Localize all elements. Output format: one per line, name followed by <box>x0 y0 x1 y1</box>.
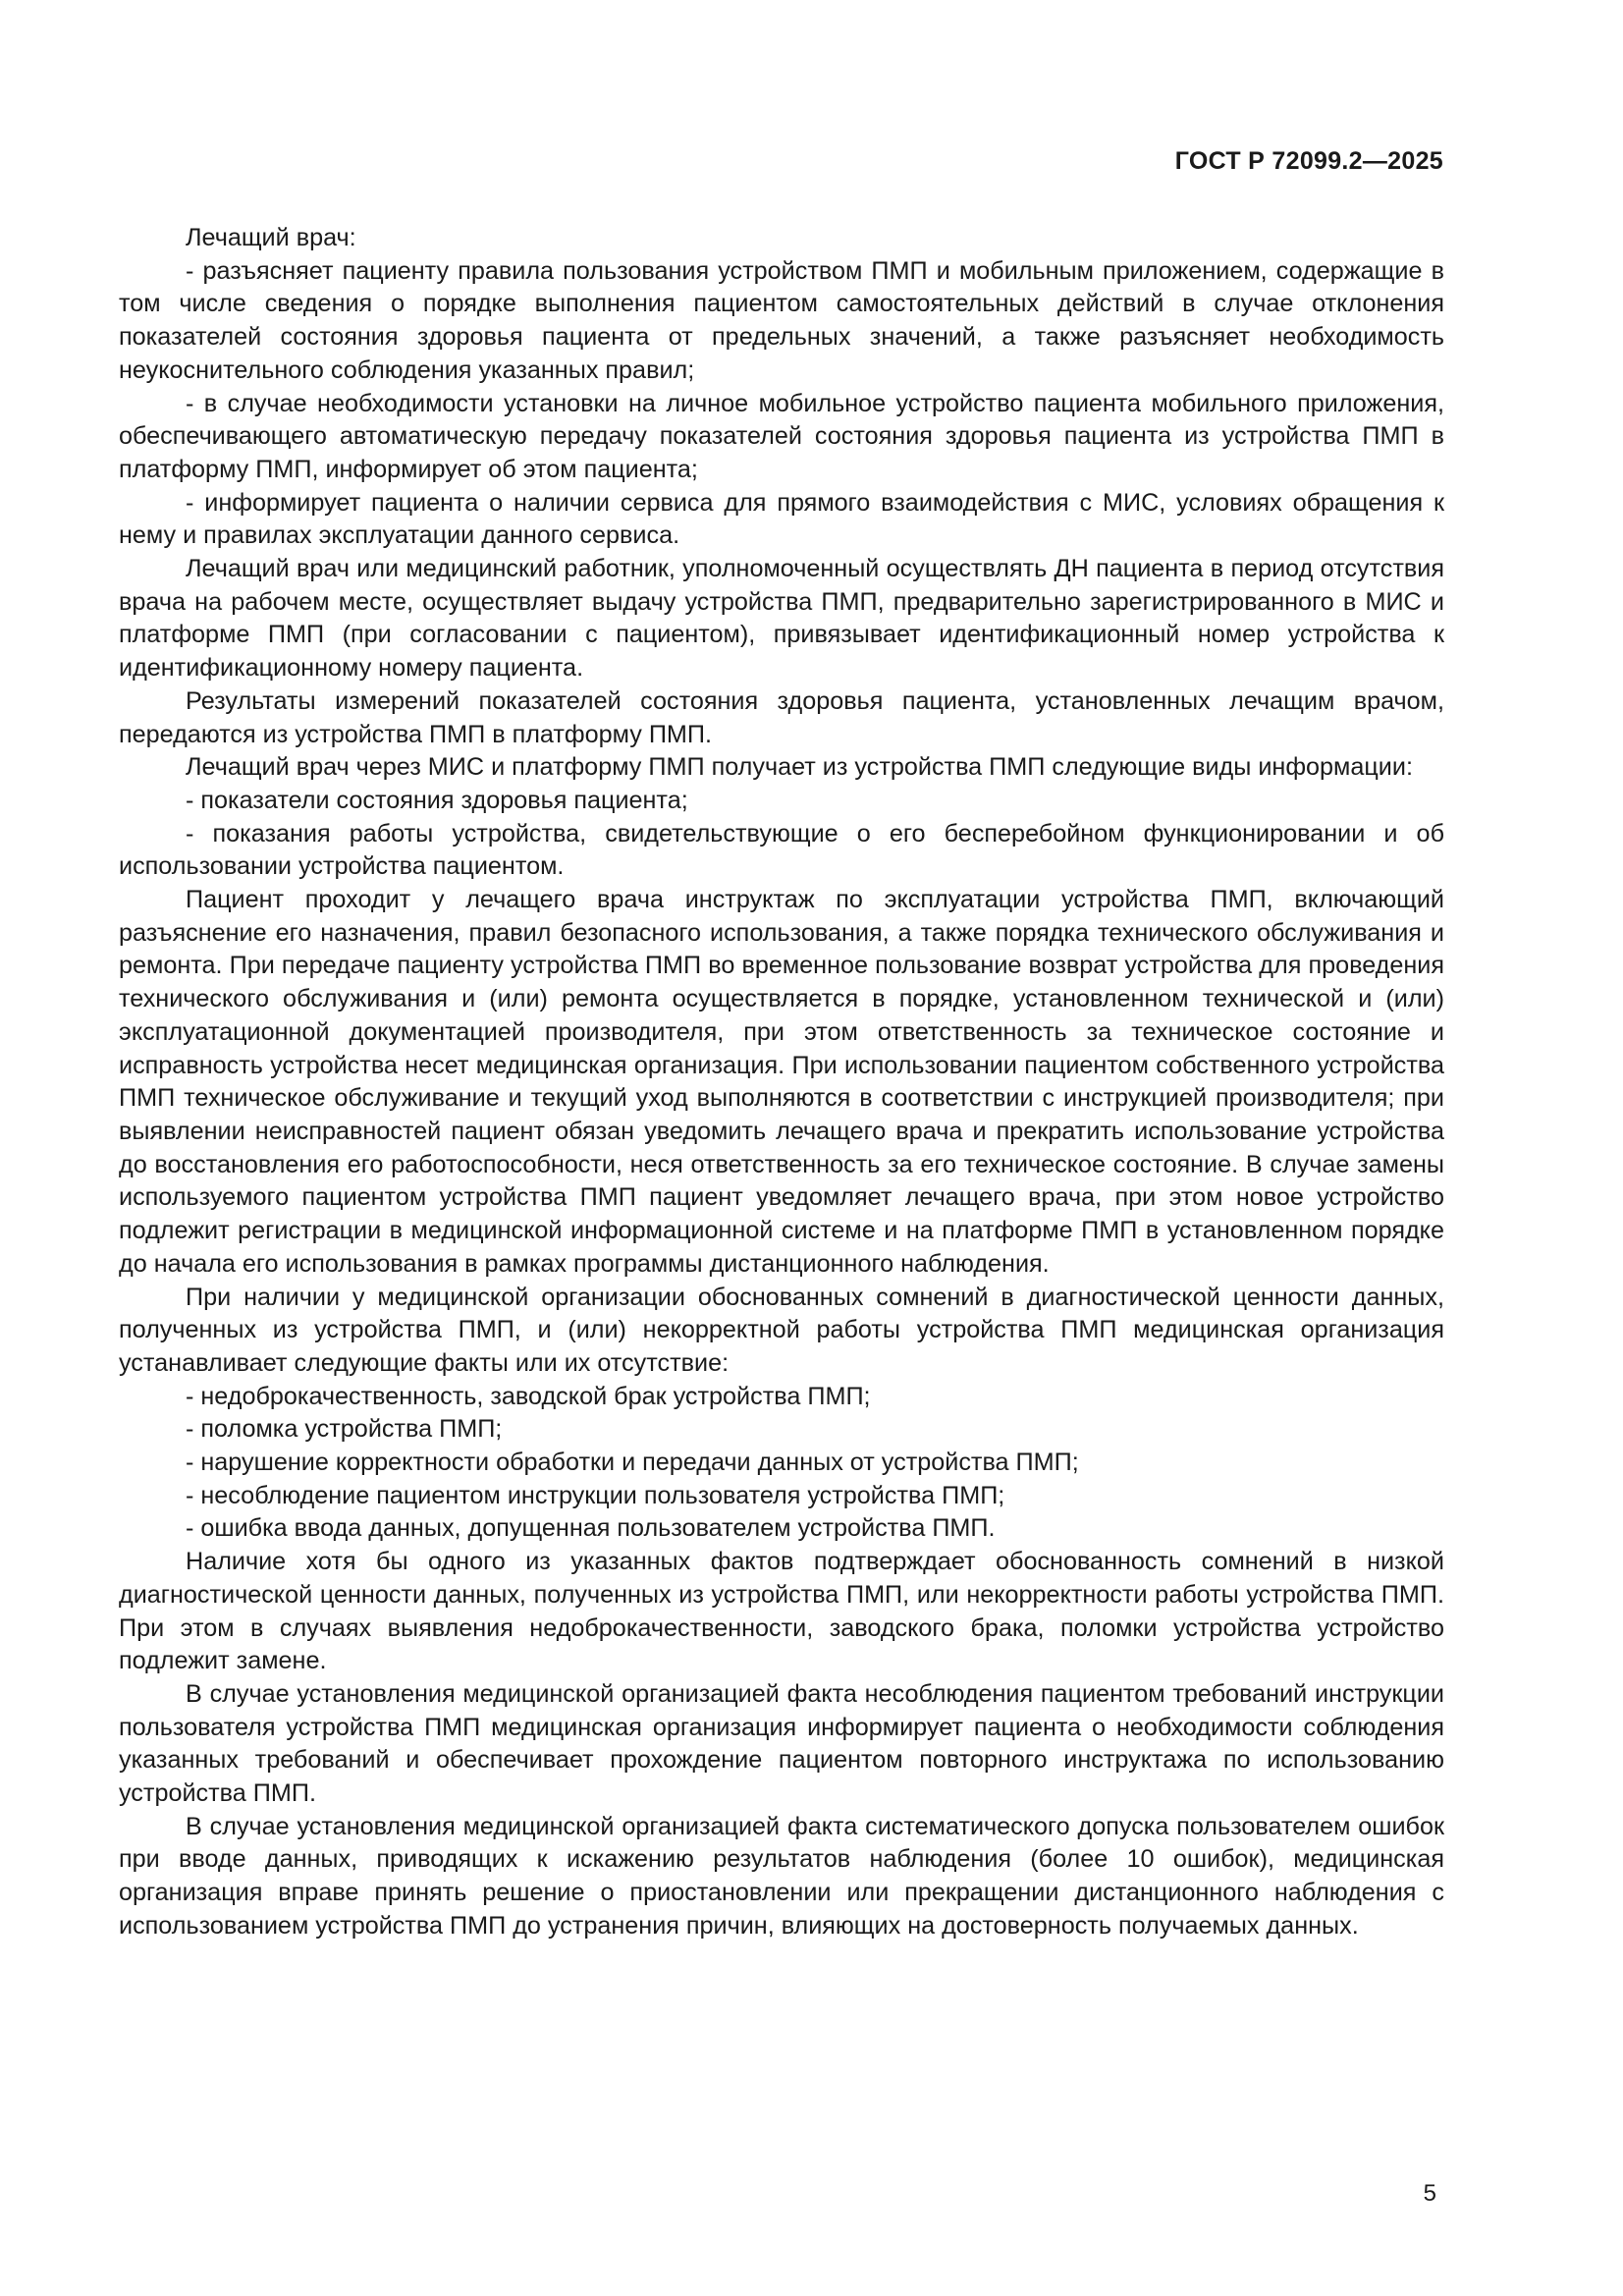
document-body <box>119 222 1444 1943</box>
document-header-id: ГОСТ Р 72099.2—2025 <box>1174 147 1443 175</box>
paragraph-device-issue: Лечащий врач или медицинский работник, уполномоченный осуществлять ДН пациента в период отсутствия врача на рабочем месте, осуществляет выдачу устройства ПМП, предварительно зарегистрированного в МИС и платформе ПМП (при согласовании с пациентом), привязывает идентификационный номер устройства к идентификационному номеру пациента. <box>119 555 1444 683</box>
paragraph-instruction: Пациент проходит у лечащего врача инструктаж по эксплуатации устройства ПМП, включающий разъяснение его назначения, правил безопасного использования, а также порядка технического обслуживания и ремонта. При передаче пациенту устройства ПМП во временное пользование возврат устройства для проведения технического обслуживания и (или) ремонта осуществляется в порядке, установленном технической и (или) эксплуатационной документацией производителя, при этом ответственность за техническое состояние и исправность устройства несет медицинская организация. При использовании пациентом собственного устройства ПМП техническое обслуживание и текущий уход выполняются в соответствии с инструкцией производителя; при выявлении неисправностей пациент обязан уведомить лечащего врача и прекратить использование устройства до восстановления его работоспособности, неся ответственность за его техническое состояние. В случае замены используемого пациентом устройства ПМП пациент уведомляет лечащего врача, при этом новое устройство подлежит регистрации в медицинской информационной системе и на платформе ПМП в установленном порядке до начала его использования в рамках программы дистанционного наблюдения. <box>119 886 1444 1278</box>
paragraph-doubts: При наличии у медицинской организации обоснованных сомнений в диагностической ценности данных, полученных из устройства ПМП, и (или) некорректной работы устройства ПМП медицинская организация устанавливает следующие факты или их отсутствие: <box>119 1283 1444 1377</box>
list-item-breakdown: - поломка устройства ПМП; <box>186 1415 503 1444</box>
list-item-health-indicators: - показатели состояния здоровья пациента; <box>186 786 688 814</box>
list-item-defect: - недоброкачественность, заводской брак устройства ПМП; <box>186 1382 871 1410</box>
list-item-data-processing: - нарушение корректности обработки и передачи данных от устройства ПМП; <box>186 1449 1079 1477</box>
page-number: 5 <box>1423 2180 1436 2207</box>
list-item-noncompliance: - несоблюдение пациентом инструкции пользователя устройства ПМП; <box>186 1481 1005 1509</box>
paragraph-suspension: В случае установления медицинской организацией факта систематического допуска пользователем ошибок при вводе данных, приводящих к искажению результатов наблюдения (более 10 ошибок), медицинская организация вправе принять решение о приостановлении или прекращении дистанционного наблюдения с использованием устройства ПМП до устранения причин, влияющих на достоверность получаемых данных. <box>119 1812 1444 1940</box>
list-item-explain-rules: - разъясняет пациенту правила пользования устройством ПМП и мобильным приложением, содержащие в том числе сведения о порядке выполнения пациентом самостоятельных действий в случае отклонения показателей состояния здоровья пациента от предельных значений, а также разъясняет необходимость неукоснительного соблюдения указанных правил; <box>119 256 1444 384</box>
paragraph-intro: Лечащий врач: <box>186 224 356 251</box>
paragraph-reinstruction: В случае установления медицинской организацией факта несоблюдения пациентом требований инструкции пользователя устройства ПМП медицинская организация информирует пациента о необходимости соблюдения указанных требований и обеспечивает прохождение пациентом повторного инструктажа по использованию устройства ПМП. <box>119 1679 1444 1808</box>
list-item-install-app: - в случае необходимости установки на личное мобильное устройство пациента мобильного приложения, обеспечивающего автоматическую передачу показателей состояния здоровья пациента из устройства ПМП в платформу ПМП, информирует об этом пациента; <box>119 389 1444 483</box>
paragraph-info-types: Лечащий врач через МИС и платформу ПМП получает из устройства ПМП следующие виды информации: <box>186 753 1413 782</box>
paragraph-measurements: Результаты измерений показателей состояния здоровья пациента, установленных лечащим врачом, передаются из устройства ПМП в платформу ПМП. <box>119 686 1444 748</box>
list-item-input-error: - ошибка ввода данных, допущенная пользователем устройства ПМП. <box>186 1514 996 1543</box>
list-item-inform-service: - информирует пациента о наличии сервиса для прямого взаимодействия с МИС, условиях обращения к нему и правилах эксплуатации данного сервиса. <box>119 488 1444 550</box>
paragraph-confirmation: Наличие хотя бы одного из указанных фактов подтверждает обоснованность сомнений в низкой диагностической ценности данных, полученных из устройства ПМП, или некорректности работы устройства ПМП. При этом в случаях выявления недоброкачественности, заводского брака, поломки устройства устройство подлежит замене. <box>119 1548 1444 1675</box>
list-item-device-readings: - показания работы устройства, свидетельствующие о его бесперебойном функционировании и об использовании устройства пациентом. <box>119 819 1444 881</box>
